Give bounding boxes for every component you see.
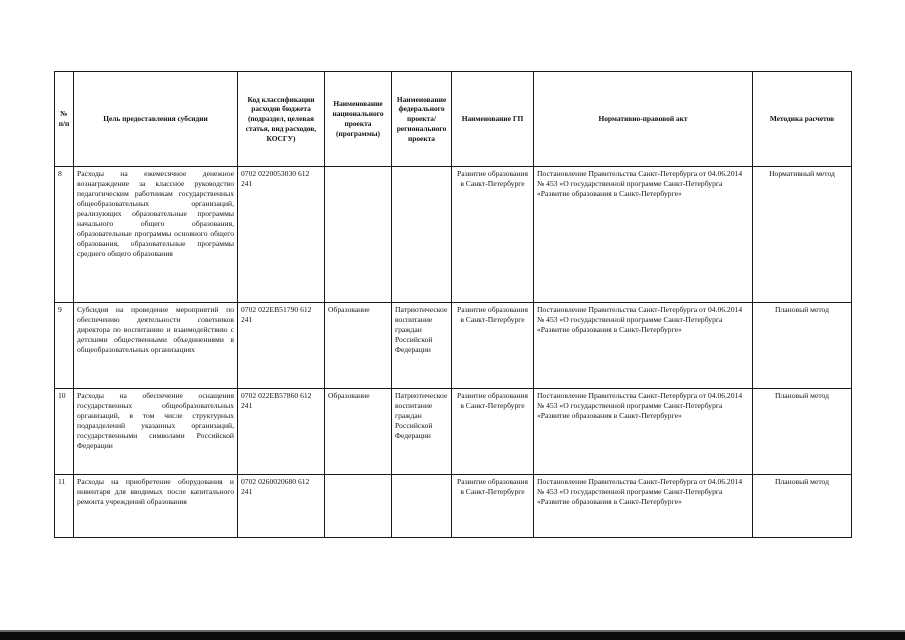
table-row [55, 389, 852, 475]
row-code: 0702 0260020680 612 241 [238, 475, 325, 538]
header-goal: Цель предоставления субсидии [74, 72, 238, 167]
row-act: Постановление Правительства Санкт-Петербурга от 04.06.2014 № 453 «О государственной программе Санкт-Петербурга «Развитие образования в Санкт-Петербурге» [534, 303, 753, 389]
row-code: 0702 022ЕВ57860 612 241 [238, 389, 325, 475]
header-federal-project: Наименование федерального проекта/ регионального проекта [392, 72, 452, 167]
row-num: 11 [55, 475, 74, 538]
row-method: Плановый метод [753, 475, 852, 538]
row-gp: Развитие образования в Санкт-Петербурге [452, 167, 534, 303]
row-act: Постановление Правительства Санкт-Петербурга от 04.06.2014 № 453 «О государственной программе Санкт-Петербурга «Развитие образования в Санкт-Петербурге» [534, 475, 753, 538]
row-national-project: Образование [325, 389, 392, 475]
row-act: Постановление Правительства Санкт-Петербурга от 04.06.2014 № 453 «О государственной программе Санкт-Петербурга «Развитие образования в Санкт-Петербурге» [534, 389, 753, 475]
row-code: 0702 022ЕВ51790 612 241 [238, 303, 325, 389]
header-national-project: Наименование национального проекта (программы) [325, 72, 392, 167]
row-national-project [325, 475, 392, 538]
row-method: Нормативный метод [753, 167, 852, 303]
row-federal-project: Патриотическое воспитание граждан Российской Федерации [392, 303, 452, 389]
table-header-row [55, 72, 852, 167]
row-num: 8 [55, 167, 74, 303]
header-act: Нормативно-правовой акт [534, 72, 753, 167]
row-goal: Субсидия на проведение мероприятий по обеспечению деятельности советников директора по воспитанию и взаимодействию с детскими общественными объединениями в общеобразовательных организациях [74, 303, 238, 389]
header-num: № п/п [55, 72, 74, 167]
row-federal-project: Патриотическое воспитание граждан Российской Федерации [392, 389, 452, 475]
row-federal-project [392, 167, 452, 303]
row-goal: Расходы на обеспечение оснащения государственных общеобразовательных организаций, в том числе структурных подразделений указанных организаций, государственными символами Российской Федерации [74, 389, 238, 475]
row-national-project [325, 167, 392, 303]
row-gp: Развитие образования в Санкт-Петербурге [452, 303, 534, 389]
row-gp: Развитие образования в Санкт-Петербурге [452, 475, 534, 538]
row-method: Плановый метод [753, 389, 852, 475]
header-code: Код классификации расходов бюджета (подраздел, целевая статья, вид расходов, КОСГУ) [238, 72, 325, 167]
table-row [55, 303, 852, 389]
table-row [55, 475, 852, 538]
row-goal: Расходы на ежемесячное денежное вознаграждение за классное руководство педагогическим работникам государственных общеобразовательных организаций, реализующих образовательные программы начального общего образования, образовательные программы основного общего образования, образовательные программы среднего общего образования [74, 167, 238, 303]
header-method: Методика расчетов [753, 72, 852, 167]
row-gp: Развитие образования в Санкт-Петербурге [452, 389, 534, 475]
row-method: Плановый метод [753, 303, 852, 389]
subsidy-table [54, 71, 852, 538]
row-national-project: Образование [325, 303, 392, 389]
row-num: 9 [55, 303, 74, 389]
row-goal: Расходы на приобретение оборудования и инвентаря для вводимых после капитального ремонта учреждений образования [74, 475, 238, 538]
row-num: 10 [55, 389, 74, 475]
row-federal-project [392, 475, 452, 538]
table-row [55, 167, 852, 303]
row-act: Постановление Правительства Санкт-Петербурга от 04.06.2014 № 453 «О государственной программе Санкт-Петербурга «Развитие образования в Санкт-Петербурге» [534, 167, 753, 303]
header-gp: Наименование ГП [452, 72, 534, 167]
row-code: 0702 0220053030 612 241 [238, 167, 325, 303]
scan-edge-bar [0, 632, 905, 640]
